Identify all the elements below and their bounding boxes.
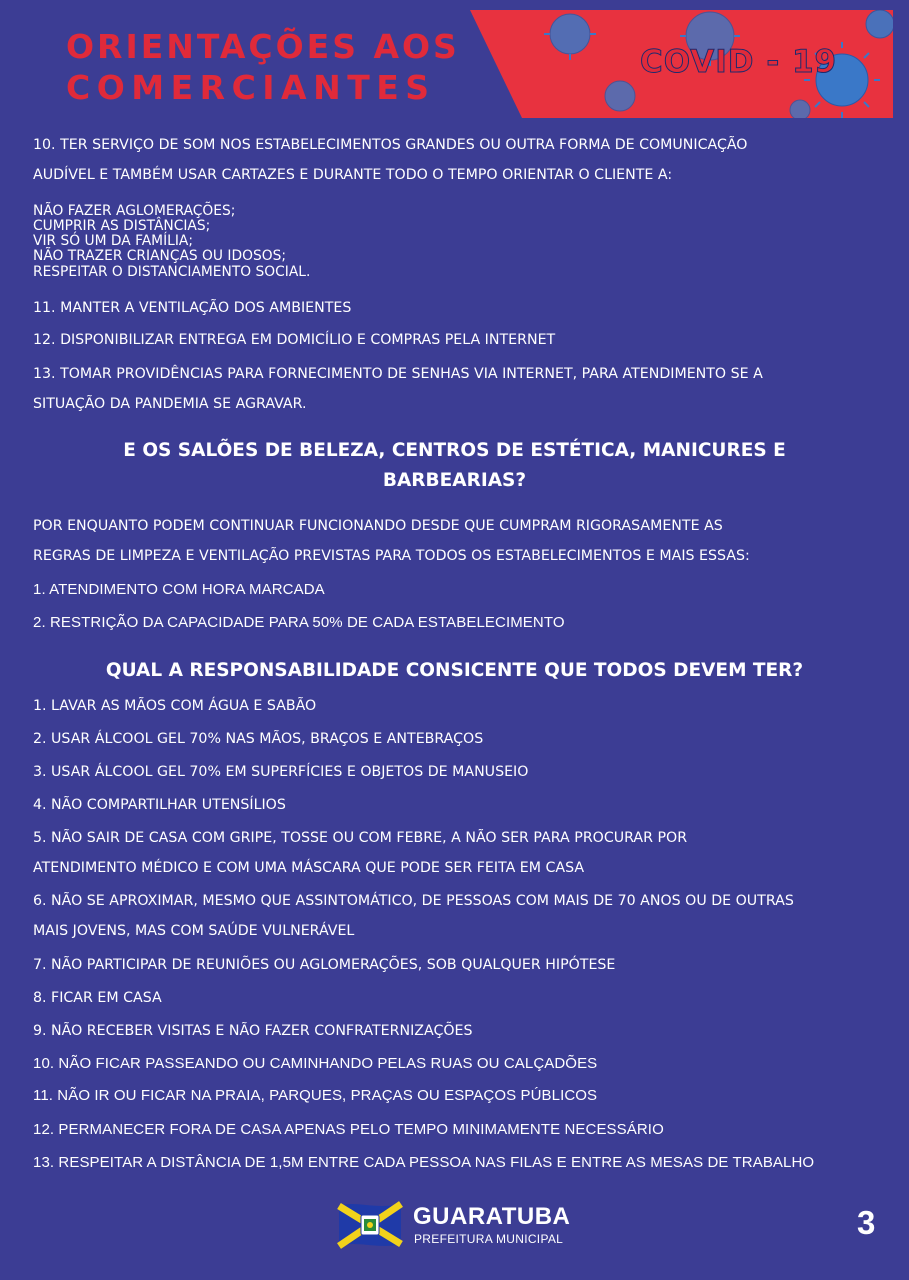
list-item: 5. NÃO SAIR DE CASA COM GRIPE, TOSSE OU COM FEBRE, A NÃO SER PARA PROCURAR POR (33, 830, 688, 846)
guaratuba-flag-icon (335, 1200, 405, 1250)
subitem: NÃO FAZER AGLOMERAÇÕES; (33, 203, 236, 219)
subitem: RESPEITAR O DISTANCIAMENTO SOCIAL. (33, 264, 311, 280)
page-number: 3 (857, 1204, 876, 1241)
covid-label: COVID - 19 (640, 44, 838, 80)
list-item: 13. RESPEITAR A DISTÂNCIA DE 1,5M ENTRE CADA PESSOA NAS FILAS E ENTRE AS MESAS DE TRABALHO (33, 1154, 815, 1171)
commerce-item-11: 11. MANTER A VENTILAÇÃO DOS AMBIENTES (33, 300, 352, 316)
salons-intro-line-2: REGRAS DE LIMPEZA E VENTILAÇÃO PREVISTAS PARA TODOS OS ESTABELECIMENTOS E MAIS ESSAS: (33, 548, 750, 564)
salons-item-2: 2. RESTRIÇÃO DA CAPACIDADE PARA 50% DE CADA ESTABELECIMENTO (33, 614, 565, 631)
list-item: 6. NÃO SE APROXIMAR, MESMO QUE ASSINTOMÁTICO, DE PESSOAS COM MAIS DE 70 ANOS OU DE OUTRAS (33, 893, 794, 909)
salons-item-1: 1. ATENDIMENTO COM HORA MARCADA (33, 581, 325, 598)
commerce-item-13-line-2: SITUAÇÃO DA PANDEMIA SE AGRAVAR. (33, 396, 307, 412)
responsibility-heading: QUAL A RESPONSABILIDADE CONSICENTE QUE TODOS DEVEM TER? (105, 660, 804, 681)
list-item: 3. USAR ÁLCOOL GEL 70% EM SUPERFÍCIES E OBJETOS DE MANUSEIO (33, 764, 529, 780)
title-line-2: COMERCIANTES (66, 68, 436, 107)
subitem: VIR SÓ UM DA FAMÍLIA; (33, 233, 193, 249)
commerce-item-12: 12. DISPONIBILIZAR ENTREGA EM DOMICÍLIO E COMPRAS PELA INTERNET (33, 332, 556, 348)
list-item: 4. NÃO COMPARTILHAR UTENSÍLIOS (33, 797, 286, 813)
list-item: ATENDIMENTO MÉDICO E COM UMA MÁSCARA QUE PODE SER FEITA EM CASA (33, 860, 585, 876)
list-item: 11. NÃO IR OU FICAR NA PRAIA, PARQUES, PRAÇAS OU ESPAÇOS PÚBLICOS (33, 1087, 598, 1104)
list-item: 2. USAR ÁLCOOL GEL 70% NAS MÃOS, BRAÇOS E ANTEBRAÇOS (33, 731, 484, 747)
list-item: MAIS JOVENS, MAS COM SAÚDE VULNERÁVEL (33, 923, 355, 939)
title-line-1: ORIENTAÇÕES AOS (66, 27, 460, 66)
subitem: CUMPRIR AS DISTÂNCIAS; (33, 218, 211, 234)
subitem: NÃO TRAZER CRIANÇAS OU IDOSOS; (33, 248, 286, 264)
list-item: 12. PERMANECER FORA DE CASA APENAS PELO TEMPO MINIMAMENTE NECESSÁRIO (33, 1121, 664, 1138)
list-item: 7. NÃO PARTICIPAR DE REUNIÕES OU AGLOMERAÇÕES, SOB QUALQUER HIPÓTESE (33, 957, 616, 973)
covid-banner (470, 10, 893, 118)
list-item: 8. FICAR EM CASA (33, 990, 162, 1006)
commerce-item-10-line-2: AUDÍVEL E TAMBÉM USAR CARTAZES E DURANTE TODO O TEMPO ORIENTAR O CLIENTE A: (33, 167, 673, 183)
page-title (66, 26, 460, 108)
brand-subtitle: PREFEITURA MUNICIPAL (414, 1232, 564, 1246)
salons-intro-line-1: POR ENQUANTO PODEM CONTINUAR FUNCIONANDO DESDE QUE CUMPRAM RIGORASAMENTE AS (33, 518, 723, 534)
commerce-item-13-line-1: 13. TOMAR PROVIDÊNCIAS PARA FORNECIMENTO DE SENHAS VIA INTERNET, PARA ATENDIMENTO SE A (33, 366, 763, 382)
list-item: 1. LAVAR AS MÃOS COM ÁGUA E SABÃO (33, 698, 317, 714)
commerce-item-10-line-1: 10. TER SERVIÇO DE SOM NOS ESTABELECIMENTOS GRANDES OU OUTRA FORMA DE COMUNICAÇÃO (33, 137, 748, 153)
brand-name: GUARATUBA (413, 1203, 571, 1230)
list-item: 9. NÃO RECEBER VISITAS E NÃO FAZER CONFRATERNIZAÇÕES (33, 1023, 473, 1039)
salons-heading-line-1: E OS SALÕES DE BELEZA, CENTROS DE ESTÉTICA, MANICURES E (123, 440, 786, 461)
list-item: 10. NÃO FICAR PASSEANDO OU CAMINHANDO PELAS RUAS OU CALÇADÕES (33, 1055, 598, 1072)
salons-heading-line-2: BARBEARIAS? (382, 470, 527, 491)
